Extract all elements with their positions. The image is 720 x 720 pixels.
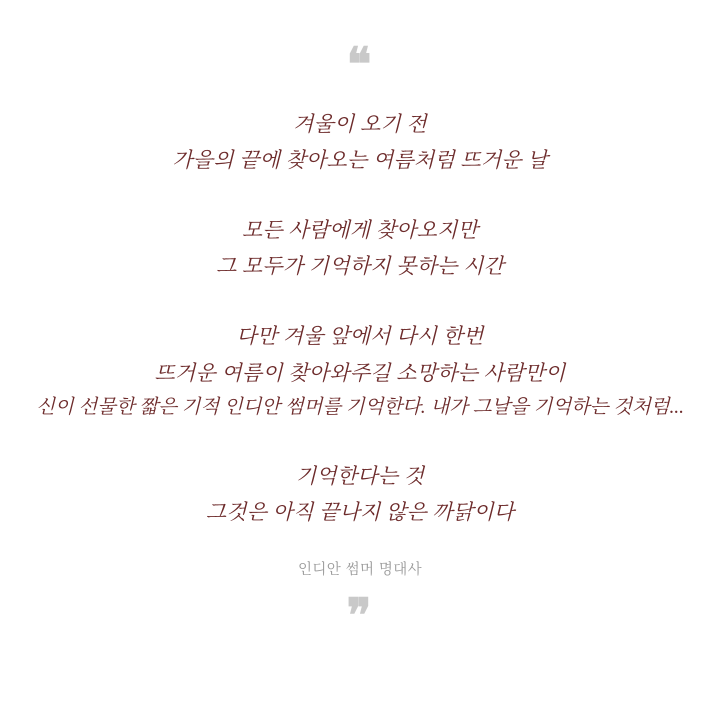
quote-line: 겨울이 오기 전 <box>293 112 427 136</box>
quote-line: 모든 사람에게 찾아오지만 <box>241 218 479 243</box>
quote-line: 그 모두가 기억하지 못하는 시간 <box>215 254 505 279</box>
quote-line: 가을의 끝에 찾아오는 여름처럼 뜨거운 날 <box>172 148 548 173</box>
quote-body <box>30 106 690 556</box>
close-quote-icon: ❞ <box>346 590 374 642</box>
stanza-3 <box>30 318 690 424</box>
stanza-1 <box>30 106 690 178</box>
stanza-2 <box>30 212 690 284</box>
quote-line: 다만 겨울 앞에서 다시 한번 <box>236 324 484 349</box>
stanza-4 <box>30 458 690 530</box>
open-quote-icon: ❝ <box>346 39 374 90</box>
quote-line: 기억한다는 것 <box>295 464 425 489</box>
quote-line: 그것은 아직 끝나지 않은 까닭이다 <box>205 500 515 525</box>
quote-line: 뜨거운 여름이 찾아와주길 소망하는 사람만이 <box>154 360 566 385</box>
quote-attribution: 인디안 썸머 명대사 <box>297 562 423 579</box>
quote-line: 신이 선물한 짧은 기적 인디안 썸머를 기억한다. 내가 그날을 기억하는 것처럼... <box>36 396 684 418</box>
